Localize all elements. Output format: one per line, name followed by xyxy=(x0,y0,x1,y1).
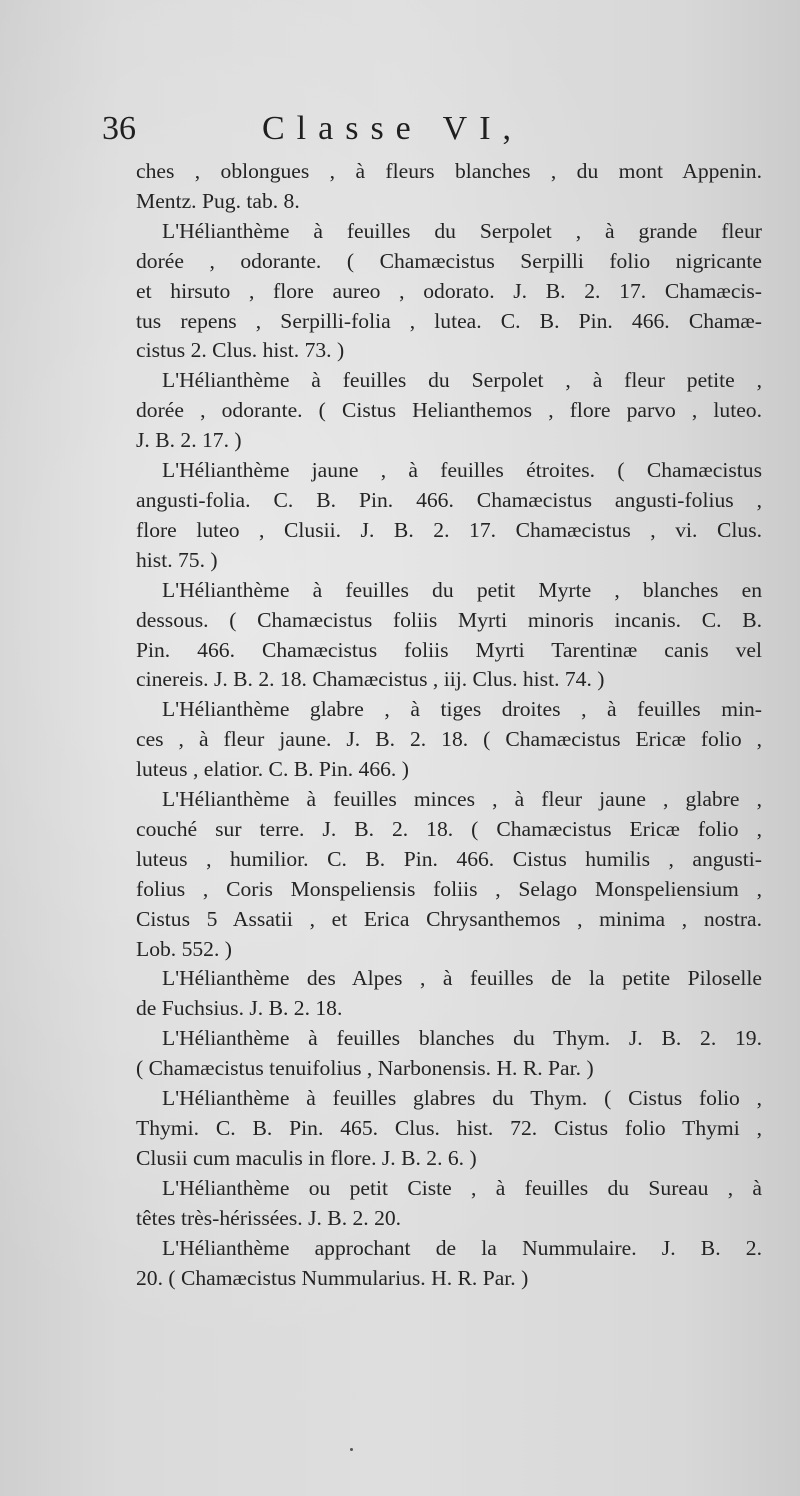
text-line: L'Hélianthème à feuilles minces , à fleur jaune , glabre , xyxy=(162,787,762,812)
text-line: Pin. 466. Chamæcistus foliis Myrti Tarentinæ canis vel xyxy=(136,637,762,662)
text-line: L'Hélianthème jaune , à feuilles étroites. ( Chamæcistus xyxy=(162,458,762,483)
text-line: Mentz. Pug. tab. 8. xyxy=(136,188,300,213)
text-line: J. B. 2. 17. ) xyxy=(136,428,242,453)
paragraph xyxy=(110,695,762,785)
page-number: 36 xyxy=(102,110,136,147)
paragraph xyxy=(110,1174,762,1234)
text-line: tus repens , Serpilli-folia , lutea. C. B. Pin. 466. Chamæ- xyxy=(136,308,762,333)
text-line: cistus 2. Clus. hist. 73. ) xyxy=(136,338,345,363)
text-line: 20. ( Chamæcistus Nummularius. H. R. Par. ) xyxy=(136,1265,529,1290)
text-line: dorée , odorante. ( Chamæcistus Serpilli folio nigricante xyxy=(136,248,762,273)
running-title: Classe VI, xyxy=(262,110,524,147)
text-line: L'Hélianthème à feuilles du Serpolet , à grande fleur xyxy=(162,218,762,243)
text-line: L'Hélianthème glabre , à tiges droites , à feuilles min- xyxy=(162,697,762,722)
text-line: L'Hélianthème approchant de la Nummulaire. J. B. 2. xyxy=(162,1235,762,1260)
text-line: L'Hélianthème ou petit Ciste , à feuilles du Sureau , à xyxy=(162,1175,762,1200)
text-line: Lob. 552. ) xyxy=(136,936,232,961)
text-line: L'Hélianthème à feuilles blanches du Thym. J. B. 2. 19. xyxy=(162,1026,762,1051)
paragraph xyxy=(110,217,762,367)
body-text xyxy=(110,157,762,1293)
paragraph xyxy=(110,576,762,696)
text-line: angusti-folia. C. B. Pin. 466. Chamæcistus angusti-folius , xyxy=(136,487,762,512)
paragraph xyxy=(110,785,762,964)
text-line: folius , Coris Monspeliensis foliis , Selago Monspeliensium , xyxy=(136,876,762,901)
paragraph xyxy=(110,1084,762,1174)
ink-speck xyxy=(350,1448,353,1451)
text-line: luteus , elatior. C. B. Pin. 466. ) xyxy=(136,757,409,782)
text-line: cinereis. J. B. 2. 18. Chamæcistus , iij. Clus. hist. 74. ) xyxy=(136,667,605,692)
paragraph xyxy=(110,1234,762,1294)
text-line: L'Hélianthème à feuilles du petit Myrte , blanches en xyxy=(162,577,762,602)
text-line: têtes très-hérissées. J. B. 2. 20. xyxy=(136,1205,402,1230)
text-line: luteus , humilior. C. B. Pin. 466. Cistus humilis , angusti- xyxy=(136,846,762,871)
paragraph xyxy=(110,366,762,456)
text-line: ces , à fleur jaune. J. B. 2. 18. ( Chamæcistus Ericæ folio , xyxy=(136,727,762,752)
paragraph xyxy=(110,456,762,576)
text-line: Thymi. C. B. Pin. 465. Clus. hist. 72. Cistus folio Thymi , xyxy=(136,1116,762,1140)
paragraph xyxy=(110,1024,762,1084)
paragraph xyxy=(110,964,762,1024)
text-line: L'Hélianthème à feuilles glabres du Thym. ( Cistus folio , xyxy=(162,1086,762,1111)
text-line: couché sur terre. J. B. 2. 18. ( Chamæcistus Ericæ folio , xyxy=(136,816,762,841)
text-line: dessous. ( Chamæcistus foliis Myrti minoris incanis. C. B. xyxy=(136,607,762,632)
text-line: et hirsuto , flore aureo , odorato. J. B. 2. 17. Chamæcis- xyxy=(136,278,762,303)
text-line: ches , oblongues , à fleurs blanches , du mont Appenin. xyxy=(136,159,762,183)
text-line: Cistus 5 Assatii , et Erica Chrysanthemos , minima , nostra. xyxy=(136,906,762,931)
text-line: hist. 75. ) xyxy=(136,547,218,572)
text-line: Clusii cum maculis in flore. J. B. 2. 6. ) xyxy=(136,1145,477,1170)
page-header xyxy=(102,110,692,150)
paragraph xyxy=(110,157,762,217)
text-line: de Fuchsius. J. B. 2. 18. xyxy=(136,996,343,1021)
text-line: dorée , odorante. ( Cistus Helianthemos , flore parvo , luteo. xyxy=(136,398,762,423)
text-line: flore luteo , Clusii. J. B. 2. 17. Chamæcistus , vi. Clus. xyxy=(136,517,762,542)
text-line: L'Hélianthème à feuilles du Serpolet , à fleur petite , xyxy=(162,368,762,393)
text-line: ( Chamæcistus tenuifolius , Narbonensis. H. R. Par. ) xyxy=(136,1056,594,1081)
text-line: L'Hélianthème des Alpes , à feuilles de la petite Piloselle xyxy=(162,966,762,991)
